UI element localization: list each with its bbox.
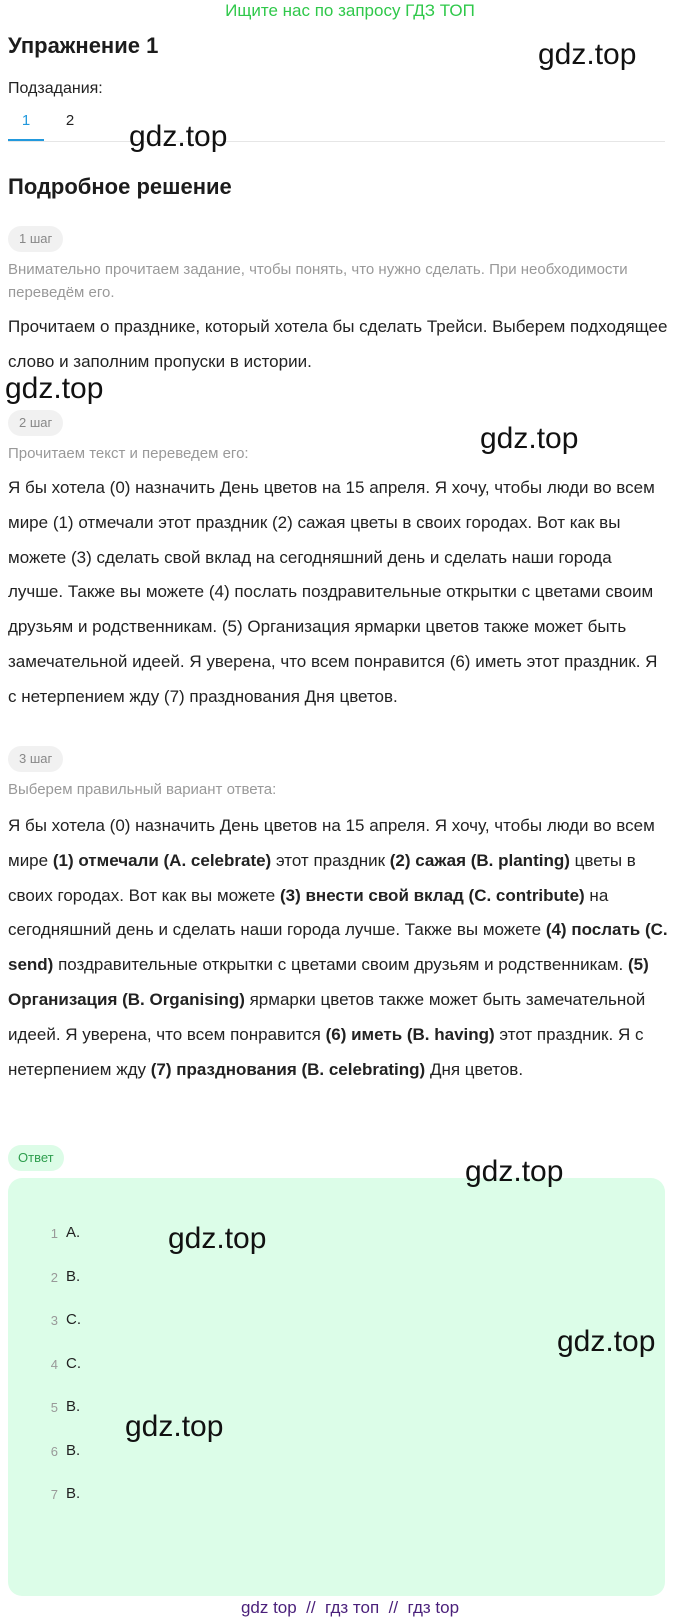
watermark: gdz.top [557, 1325, 656, 1358]
step-text-highlighted [8, 809, 668, 1087]
answer-value: C. [66, 1354, 81, 1372]
answer-badge: Ответ [8, 1145, 64, 1171]
answer-highlight: (1) отмечали (A. celebrate) [52, 850, 272, 870]
answer-value: B. [66, 1441, 81, 1459]
step-hint: Внимательно прочитаем задание, чтобы понять, что нужно сделать. При необходимости переведём его. [8, 261, 628, 301]
text-segment: на сегодняшний день и сделать наши города лучше. Также вы можете [8, 885, 609, 940]
footer-links: gdz top // гдз топ // гдз top [240, 1598, 460, 1617]
subtasks-label: Подзадания: [8, 80, 103, 97]
answer-number: 2 [50, 1269, 58, 1285]
watermark: gdz.top [465, 1155, 564, 1188]
step-text: Прочитаем о празднике, который хотела бы сделать Трейси. Выберем подходящее слово и заполним пропуски в истории. [8, 317, 668, 371]
answer-highlight: (4) послать (C. send) [8, 920, 668, 975]
tab-1[interactable]: 1 [8, 112, 44, 141]
answer-box [8, 1178, 665, 1596]
solution-heading: Подробное решение [8, 174, 232, 199]
step-text: Я бы хотела (0) назначить День цветов на 15 апреля. Я хочу, чтобы люди во всем мире (1) отмечали этот праздник (2) сажая цветы в своих городах. Вот как вы можете (3) сделать свой вклад на сегодняшний день и сделать наши города лучше. Также вы можете (4) послать поздравительные открытки с цветами своим друзьям и родственникам. (5) Организация ярмарки цветов также может быть замечательной идеей. Я уверена, что всем понравится (6) иметь этот праздник. Я с нетерпением жду (7) празднования Дня цветов. [8, 478, 658, 706]
answer-value: A. [66, 1224, 81, 1241]
step-badge: 1 шаг [8, 226, 63, 252]
step-badge: 2 шаг [8, 410, 63, 436]
subtask-tabs [8, 106, 665, 142]
step-badge: 3 шаг [8, 746, 63, 772]
watermark: gdz.top [5, 372, 104, 405]
answer-number: 3 [50, 1313, 58, 1328]
answer-value: C. [66, 1311, 81, 1328]
watermark: gdz.top [129, 120, 228, 153]
answer-number: 5 [50, 1400, 58, 1415]
answer-highlight: (6) иметь (B. having) [325, 1024, 495, 1044]
answer-highlight: (5) Организация (B. Organising) [8, 955, 649, 1009]
text-segment: поздравительные открытки с цветами своим друзьям и родственникам. [53, 955, 629, 975]
answer-value: B. [66, 1398, 81, 1415]
step-hint: Выберем правильный вариант ответа: [8, 781, 277, 798]
watermark: gdz.top [168, 1222, 267, 1255]
page-title: Упражнение 1 [8, 33, 159, 58]
text-segment: цветы в своих городах. Вот как вы можете [8, 850, 636, 905]
answer-number: 7 [50, 1487, 58, 1502]
watermark: gdz.top [480, 422, 579, 455]
answer-value: B. [66, 1485, 81, 1502]
answer-number: 1 [50, 1226, 58, 1241]
text-segment: Я бы хотела (0) назначить День цветов на 15 апреля. Я хочу, чтобы люди во всем мире [8, 816, 655, 870]
answer-highlight: (2) сажая (B. planting) [389, 850, 570, 870]
step-hint: Прочитаем текст и переведем его: [8, 445, 249, 462]
text-segment: ярмарки цветов также может быть замечательной идеей. Я уверена, что всем понравится [8, 989, 646, 1044]
answer-number: 6 [50, 1443, 58, 1459]
text-segment: этот праздник. Я с нетерпением жду [8, 1024, 644, 1079]
text-segment: этот праздник [271, 850, 390, 870]
answer-highlight: (7) празднования (B. celebrating) [150, 1059, 426, 1079]
text-segment: Дня цветов. [425, 1059, 524, 1079]
watermark: gdz.top [125, 1410, 224, 1443]
tab-2[interactable]: 2 [65, 112, 75, 129]
search-banner: Ищите нас по запросу ГДЗ ТОП [225, 1, 475, 20]
watermark: gdz.top [538, 38, 637, 71]
answer-value: B. [66, 1267, 81, 1285]
answer-highlight: (3) внести свой вклад (C. contribute) [279, 885, 585, 905]
answer-number: 4 [50, 1356, 58, 1372]
